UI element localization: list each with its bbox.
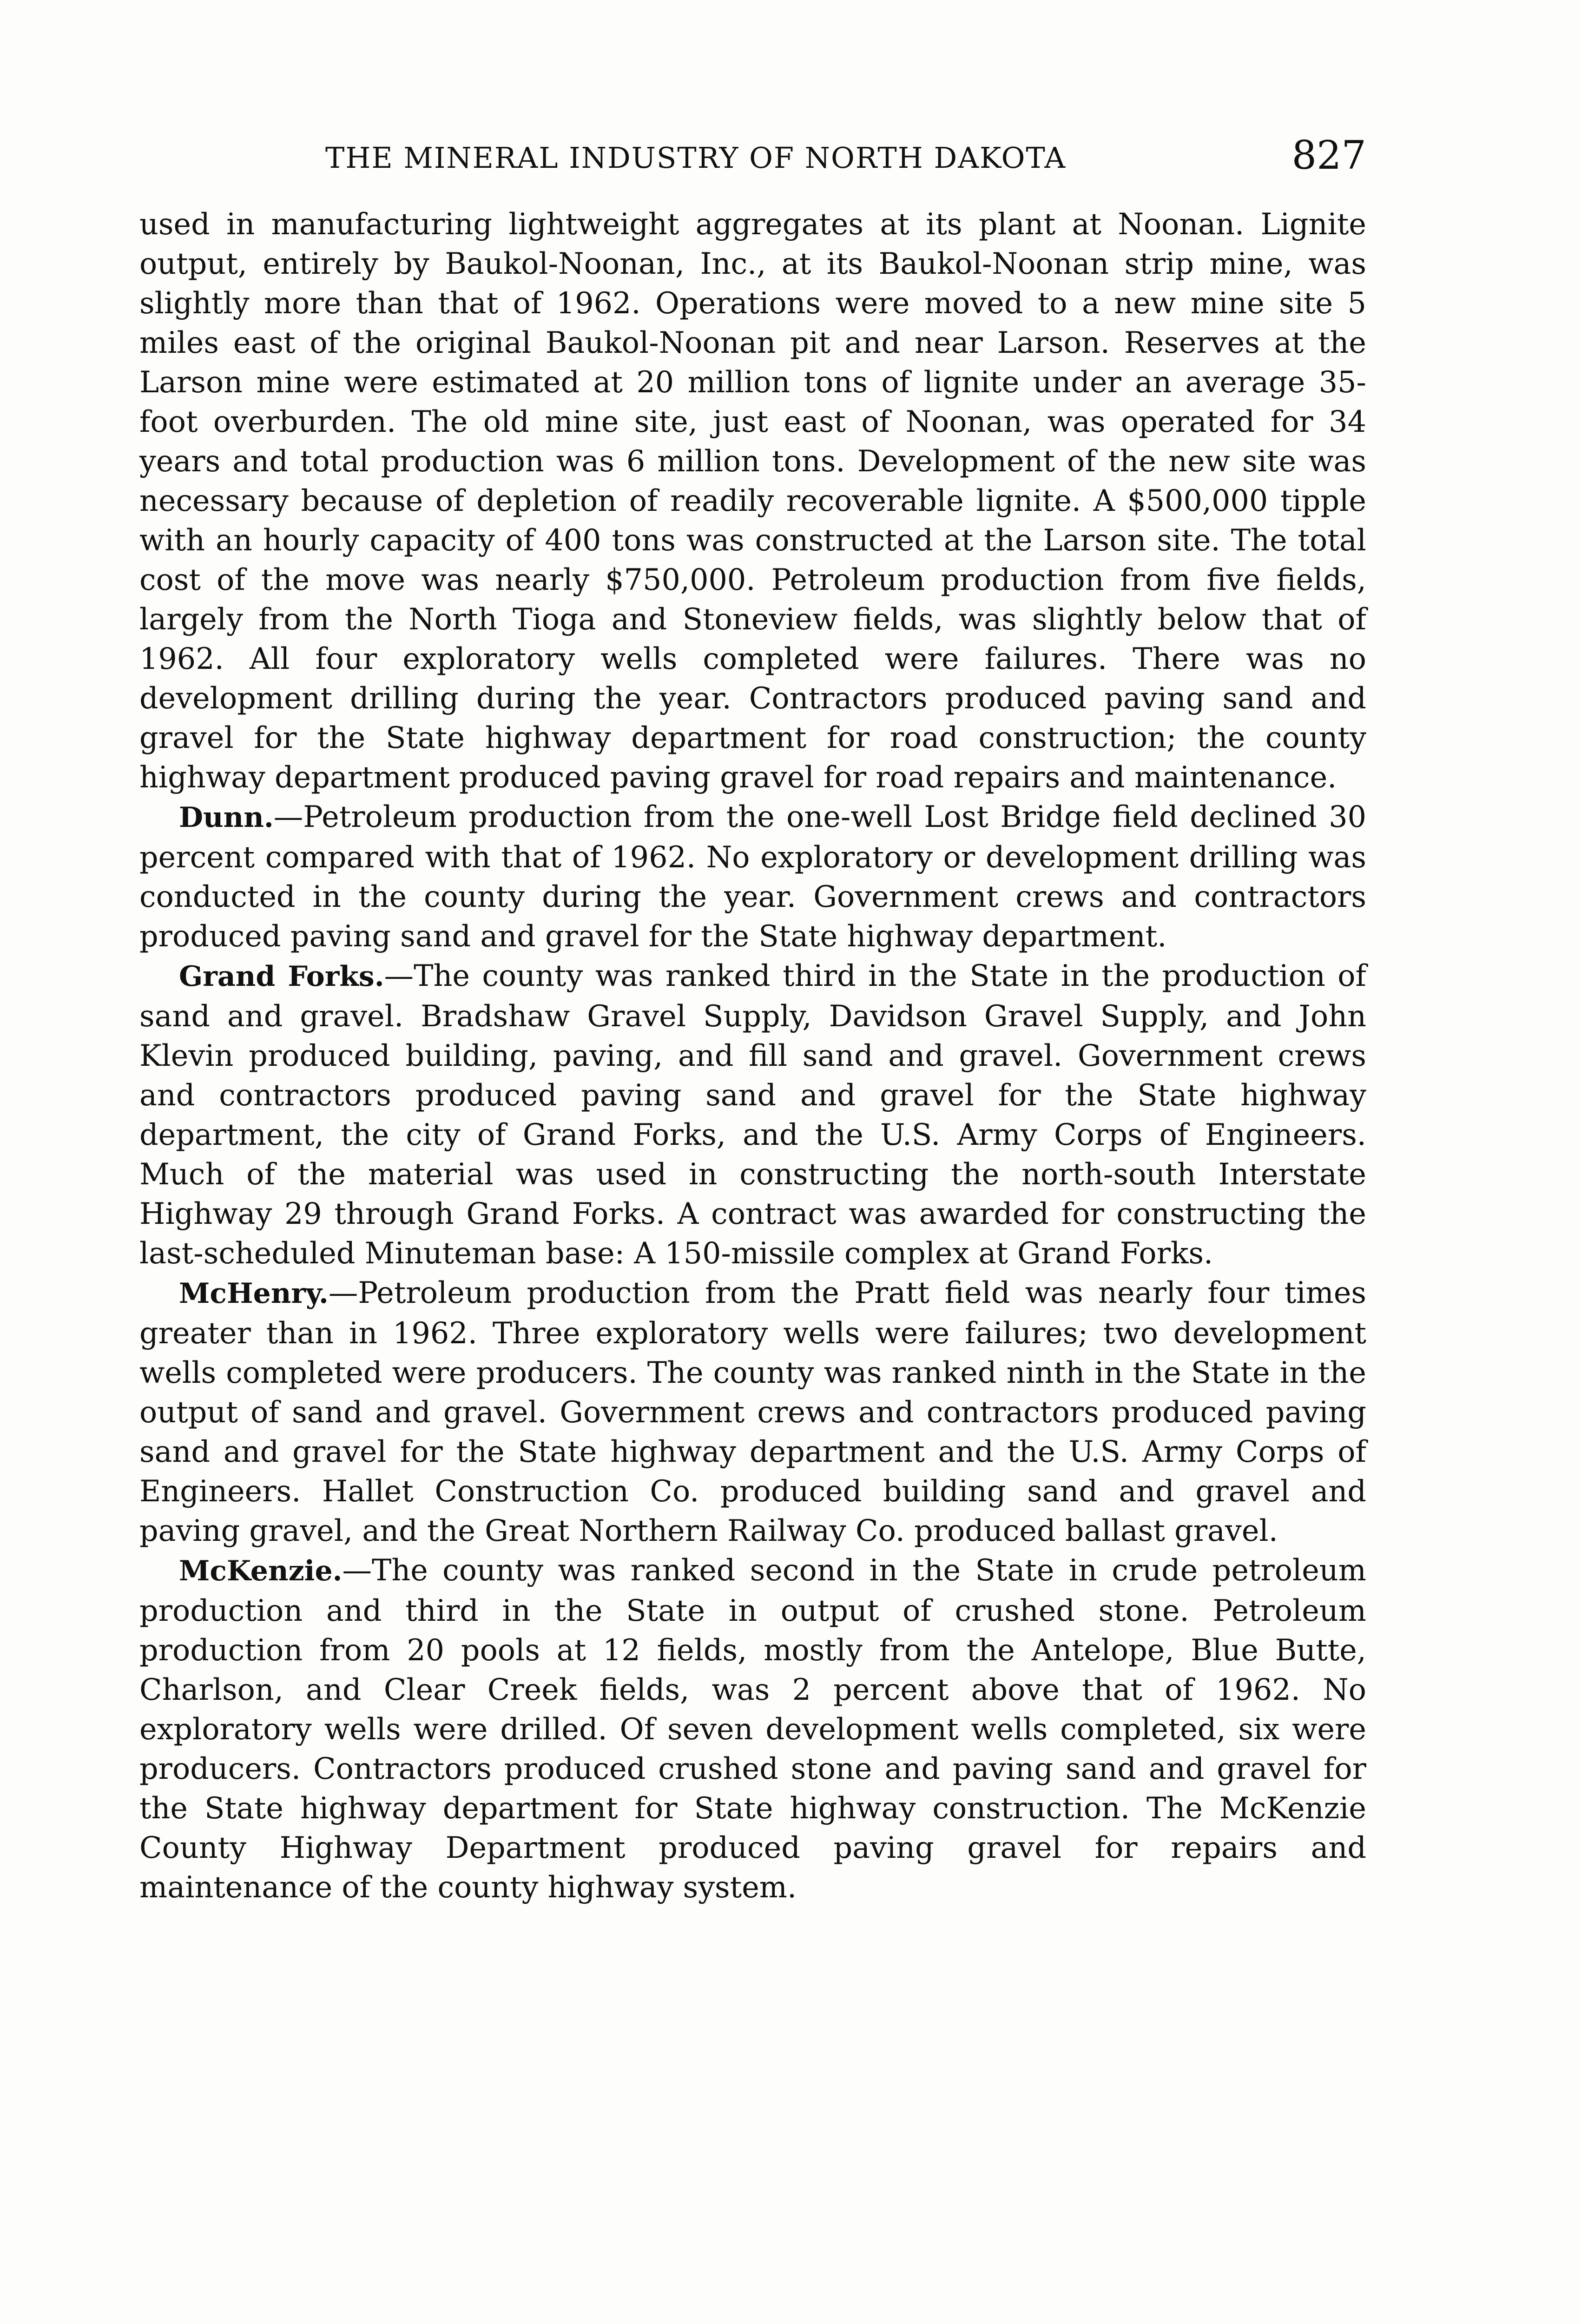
running-head (139, 132, 1366, 188)
county-heading-grand-forks: Grand Forks. (179, 960, 384, 993)
paragraph-text: —Petroleum production from the one-well Lost Bridge field declined 30 percent compared with that of 1962. No exploratory or development drilling was conducted in the county during the year. Government crews and contractors produced paving sand and gravel for the State highway department. (139, 799, 1366, 953)
paragraph-text: used in manufacturing lightweight aggregates at its plant at Noonan. Lignite output, entirely by Baukol-Noonan, Inc., at its Baukol-Noonan strip mine, was slightly more than that of 1962. Operations were moved to a new mine site 5 miles east of the original Baukol-Noonan pit and near Larson. Reserves at the Larson mine were estimated at 20 million tons of lignite under an average 35-foot overburden. The old mine site, just east of Noonan, was operated for 34 years and total production was 6 million tons. Development of the new site was necessary because of depletion of readily recoverable lignite. A $500,000 tipple with an hourly capacity of 400 tons was constructed at the Larson site. The total cost of the move was nearly $750,000. Petroleum production from five fields, largely from the North Tioga and Stoneview fields, was slightly below that of 1962. All four exploratory wells completed were failures. There was no development drilling during the year. Contractors produced paving sand and gravel for the State highway department for road construction; the county highway department produced paving gravel for road repairs and maintenance. (139, 207, 1366, 794)
paragraph-dunn (139, 797, 1366, 956)
county-heading-dunn: Dunn. (179, 801, 274, 834)
paragraph-text: —The county was ranked third in the State in the production of sand and gravel. Bradshaw Gravel Supply, Davidson Gravel Supply, and John Klevin produced building, paving, and fill sand and gravel. Government crews and contractors produced paving sand and gravel for the State highway department, the city of Grand Forks, and the U.S. Army Corps of Engineers. Much of the material was used in constructing the north-south Interstate Highway 29 through Grand Forks. A contract was awarded for constructing the last-scheduled Minuteman base: A 150-missile complex at Grand Forks. (139, 958, 1366, 1270)
paragraph-text: —Petroleum production from the Pratt field was nearly four times greater than in 1962. Three exploratory wells were failures; two development wells completed were producers. The county was ranked ninth in the State in the output of sand and gravel. Government crews and contractors produced paving sand and gravel for the State highway department and the U.S. Army Corps of Engineers. Hallet Construction Co. produced building sand and gravel and paving gravel, and the Great Northern Railway Co. produced ballast gravel. (139, 1275, 1366, 1548)
body-text (139, 205, 1366, 2259)
page-number: 827 (1291, 132, 1366, 178)
paragraph-mckenzie (139, 1551, 1366, 1907)
county-heading-mckenzie: McKenzie. (179, 1555, 343, 1587)
paragraph-mchenry (139, 1273, 1366, 1551)
running-title: THE MINERAL INDUSTRY OF NORTH DAKOTA (325, 141, 1067, 175)
paragraph-grand-forks (139, 956, 1366, 1273)
paragraph-continuation (139, 205, 1366, 797)
paragraph-text: —The county was ranked second in the State in crude petroleum production and third in the State in output of crushed stone. Petroleum production from 20 pools at 12 fields, mostly from the Antelope, Blue Butte, Charlson, and Clear Creek fields, was 2 percent above that of 1962. No exploratory wells were drilled. Of seven development wells completed, six were producers. Contractors produced crushed stone and paving sand and gravel for the State highway department for State highway construction. The McKenzie County Highway Department produced paving gravel for repairs and maintenance of the county highway system. (139, 1553, 1366, 1904)
county-heading-mchenry: McHenry. (179, 1277, 329, 1310)
